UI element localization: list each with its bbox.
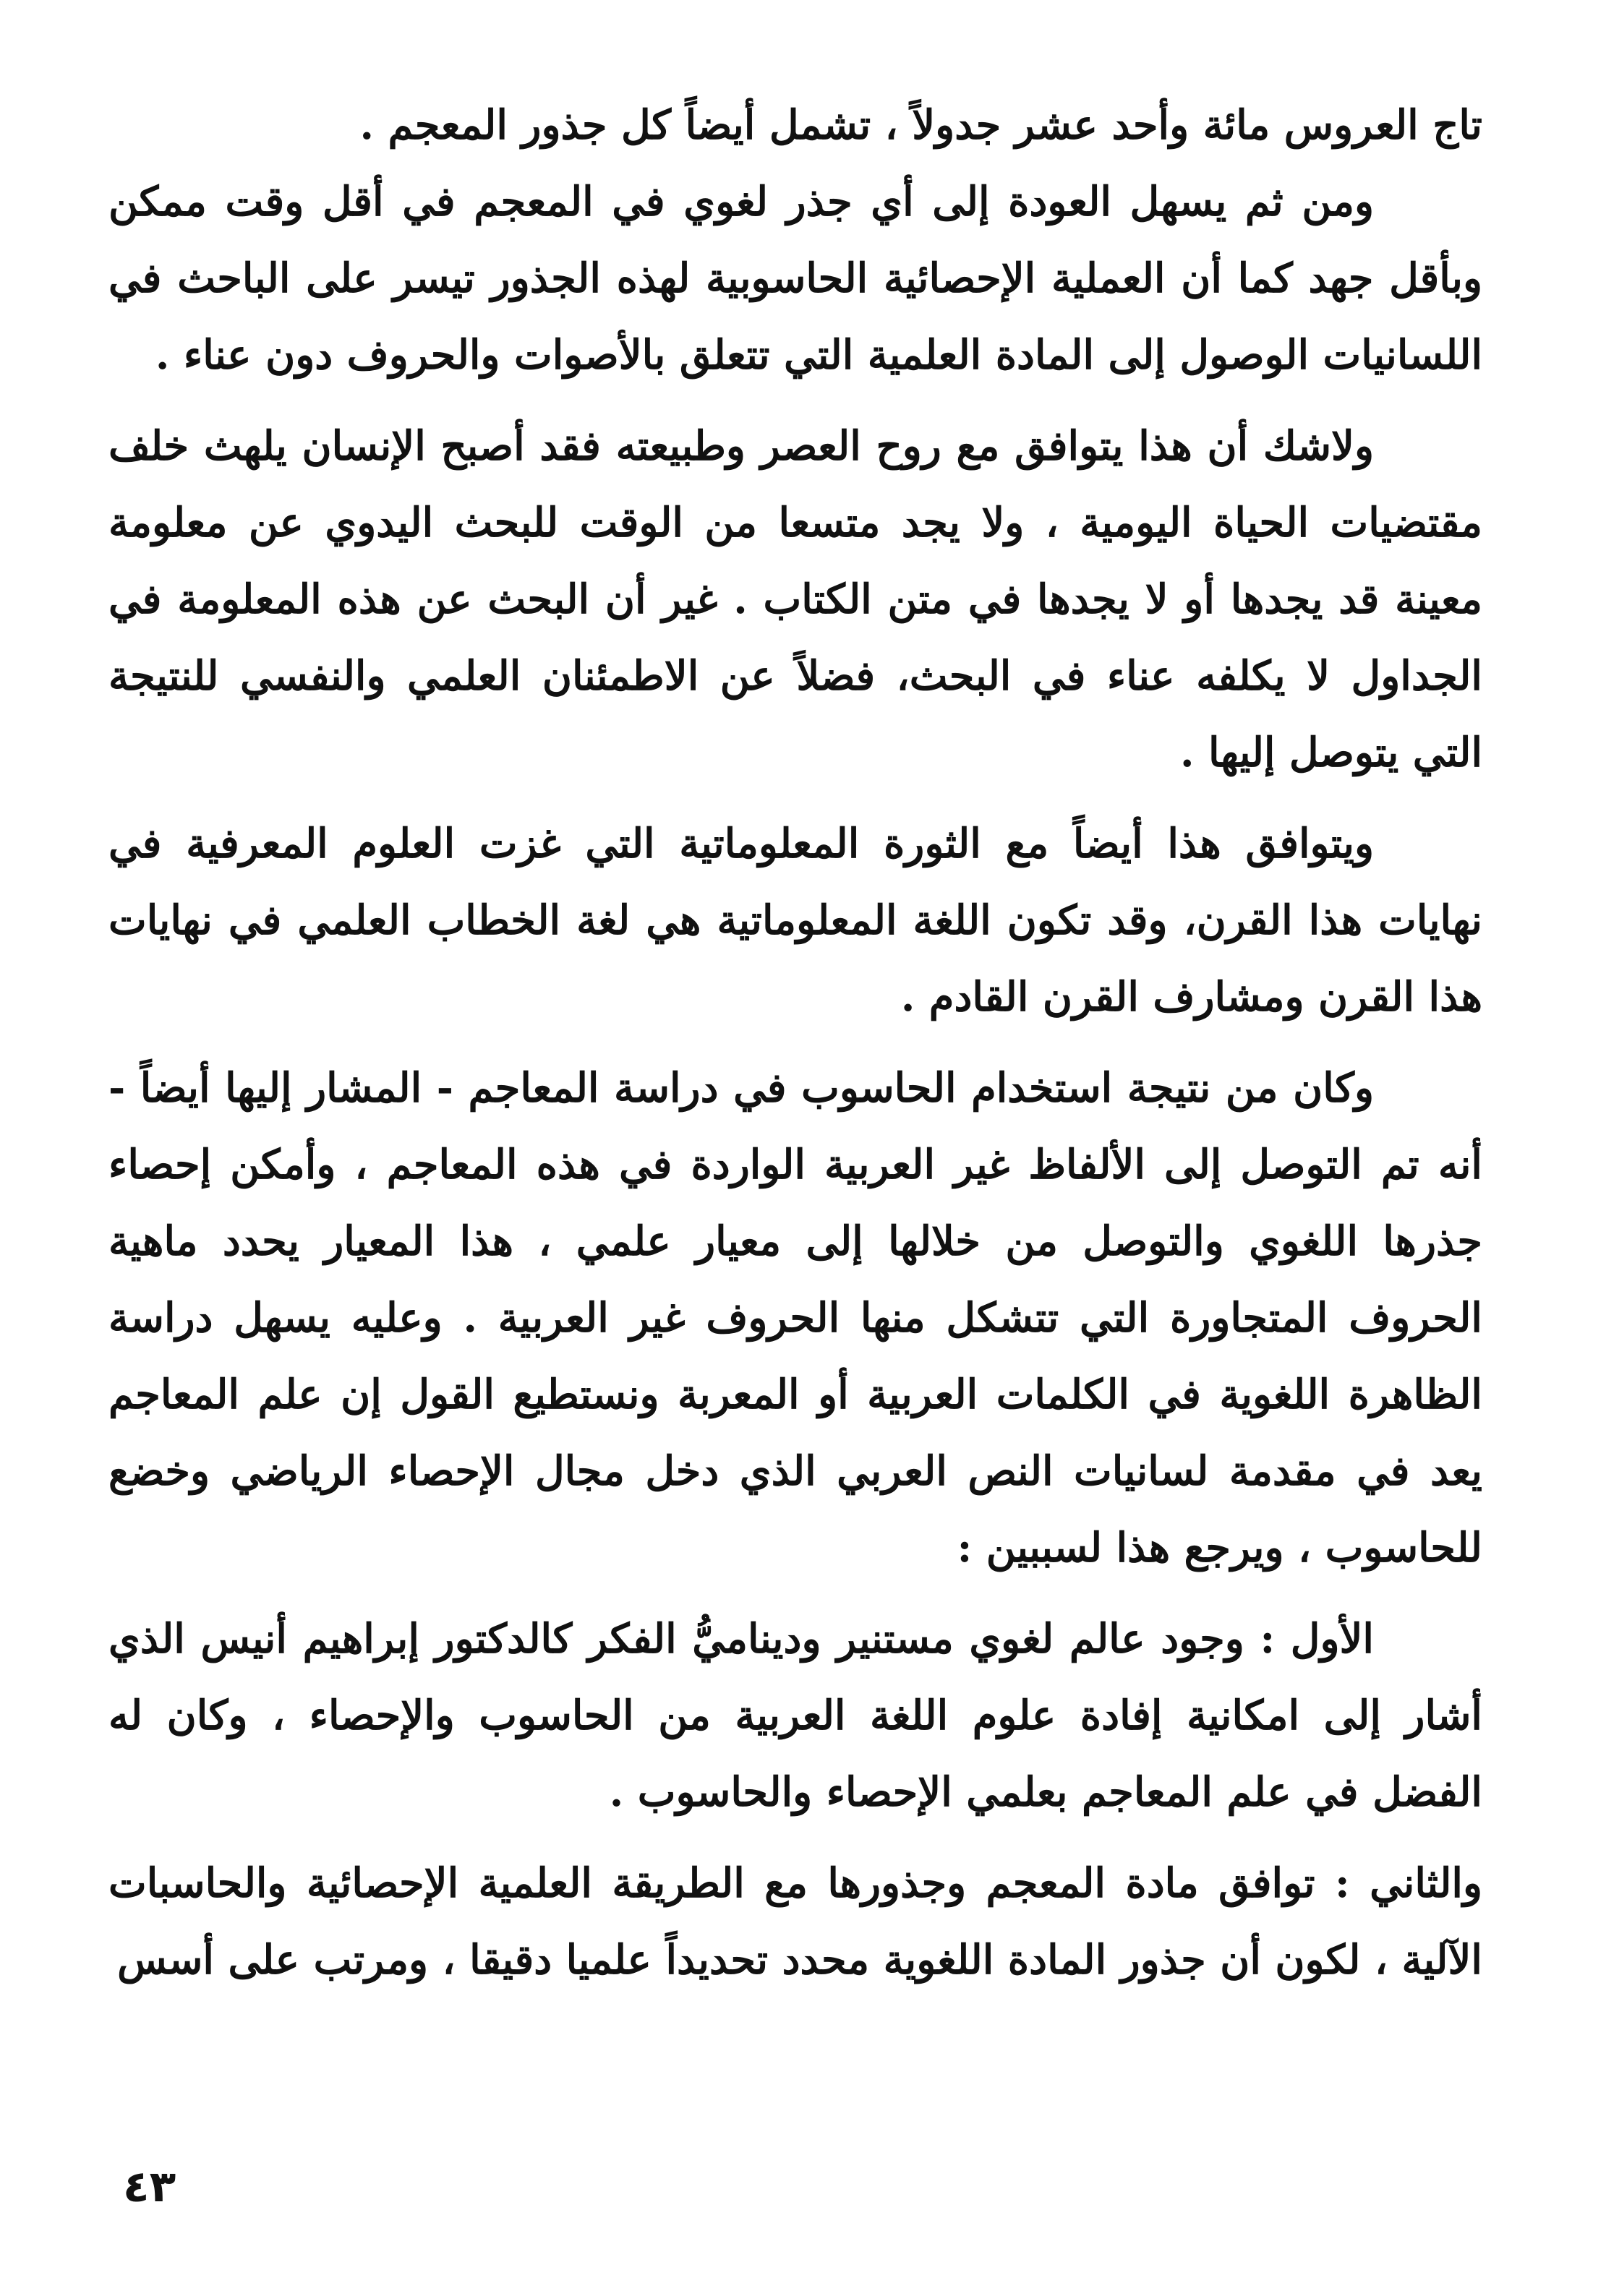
paragraph-5: وكان من نتيجة استخدام الحاسوب في دراسة المعاجم - المشار إليها أيضاً - أنه تم التوصل إلى الألفاظ غير العربية الواردة في هذه المعاجم ، وأمكن إحصاء جذرها اللغوي والتوصل من خلالها إلى معيار علمي ، هذا المعيار يحدد ماهية الحروف المتجاورة التي تتشكل منها الحروف غير العربية . وعليه يسهل دراسة الظاهرة اللغوية في الكلمات العربية أو المعربة ونستطيع القول إن علم المعاجم يعد في مقدمة لسانيات النص العربي الذي دخل مجال الإحصاء الرياضي وخضع للحاسوب ، ويرجع هذا لسببين : (108, 1064, 1482, 1572)
paragraph-1: تاج العروس مائة وأحد عشر جدولاً ، تشمل أيضاً كل جذور المعجم . (359, 101, 1482, 149)
paragraph-7-text: : توافق مادة المعجم وجذورها مع الطريقة العلمية الإحصائية والحاسبات الآلية ، لكون أن جذور المادة اللغوية محدد تحديداً علميا دقيقا ، ومرتب على أسس (108, 1859, 1482, 1984)
paragraph-7-lead: والثاني (1370, 1859, 1482, 1907)
paragraph-4: ويتوافق هذا أيضاً مع الثورة المعلوماتية التي غزت العلوم المعرفية في نهايات هذا القرن، وقد تكون اللغة المعلوماتية هي لغة الخطاب العلمي في نهايات هذا القرن ومشارف القرن القادم . (108, 820, 1482, 1021)
paragraph-6 (108, 1601, 1482, 1830)
paragraph-7 (108, 1845, 1482, 1998)
paragraph-6-lead: الأول (1290, 1615, 1374, 1663)
page-body (108, 87, 1482, 1998)
paragraph-3: ولاشك أن هذا يتوافق مع روح العصر وطبيعته فقد أصبح الإنسان يلهث خلف مقتضيات الحياة اليومية ، ولا يجد متسعا من الوقت للبحث اليدوي عن معلومة معينة قد يجدها أو لا يجدها في متن الكتاب . غير أن البحث عن هذه المعلومة في الجداول لا يكلفه عناء في البحث، فضلاً عن الاطمئنان العلمي والنفسي للنتيجة التي يتوصل إليها . (108, 422, 1482, 776)
page-number: ٤٣ (123, 2162, 176, 2212)
paragraph-2: ومن ثم يسهل العودة إلى أي جذر لغوي في المعجم في أقل وقت ممكن وبأقل جهد كما أن العملية الإحصائية الحاسوبية لهذه الجذور تيسر على الباحث في اللسانيات الوصول إلى المادة العلمية التي تتعلق بالأصوات والحروف دون عناء . (108, 178, 1482, 379)
paragraph-6-text: : وجود عالم لغوي مستنير وديناميُّ الفكر كالدكتور إبراهيم أنيس الذي أشار إلى امكانية إفادة علوم اللغة العربية من الحاسوب والإحصاء ، وكان له الفضل في علم المعاجم بعلمي الإحصاء والحاسوب . (108, 1615, 1482, 1816)
